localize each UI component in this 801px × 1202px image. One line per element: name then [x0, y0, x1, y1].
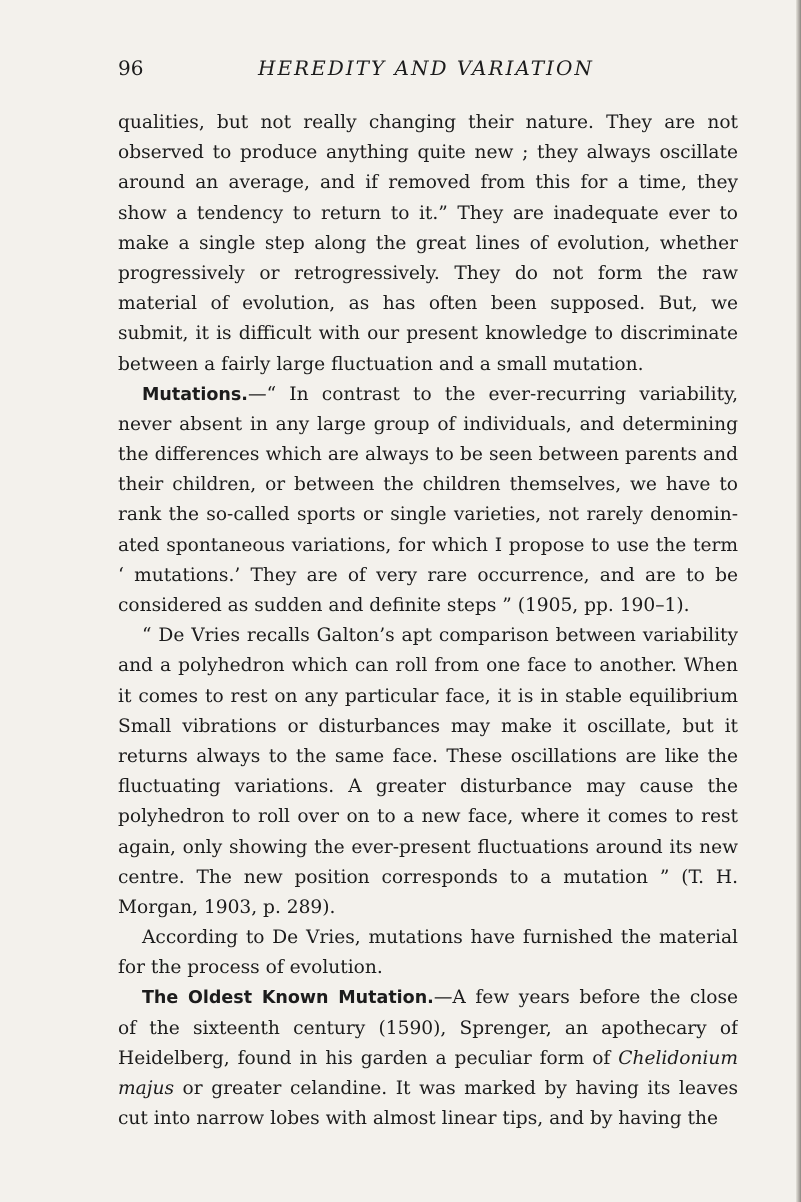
text-line: make a single step along the great lines of evolution, whether	[118, 232, 738, 254]
text-line: for the process of evolution.	[118, 957, 383, 979]
text-line: observed to produce anything quite new ; they always oscillate	[118, 142, 738, 164]
text-line: and a polyhedron which can roll from one face to another. When	[118, 655, 738, 677]
text-line: ated spontaneous variations, for which I propose to use the term	[118, 534, 738, 556]
text-line: submit, it is difficult with our present knowledge to discriminate	[118, 323, 738, 345]
paragraph	[118, 621, 738, 923]
text-line: around an average, and if removed from this for a time, they	[118, 172, 738, 194]
text-line: between a fairly large fluctuation and a small mutation.	[118, 353, 644, 375]
paragraph	[118, 983, 738, 1134]
text-span: Heidelberg, found in his garden a peculiar form of	[118, 1047, 619, 1069]
paragraph	[118, 923, 738, 983]
text-line: According to De Vries, mutations have furnished the material	[142, 927, 738, 949]
text-line	[118, 380, 738, 410]
text-span: —A few years before the close	[433, 987, 738, 1009]
text-line	[118, 983, 738, 1013]
page-number: 96	[118, 56, 144, 80]
text-span: or greater celandine. It was marked by having its leaves	[174, 1078, 738, 1099]
text-line: cut into narrow lobes with almost linear tips, and by having the	[118, 1108, 719, 1130]
text-line: considered as sudden and definite steps ” (1905, pp. 190–1).	[118, 595, 690, 616]
species-name: majus	[118, 1078, 174, 1099]
text-line: Small vibrations or disturbances may make it oscillate, but it	[118, 715, 738, 737]
text-line	[118, 1044, 738, 1074]
text-line: “ De Vries recalls Galton’s apt comparison between variability	[142, 625, 738, 647]
text-line: centre. The new position corresponds to a mutation ” (T. H.	[118, 866, 738, 888]
text-line: qualities, but not really changing their nature. They are not	[118, 112, 738, 133]
section-heading-oldest-known-mutation: The Oldest Known Mutation.	[142, 988, 434, 1009]
section-heading-mutations: Mutations.	[142, 384, 248, 405]
text-line: rank the so-called sports or single varieties, not rarely denomin-	[118, 504, 738, 526]
text-line: it comes to rest on any particular face, it is in stable equilibrium	[118, 685, 738, 707]
text-line: polyhedron to roll over on to a new face, where it comes to rest	[118, 806, 738, 828]
text-line: the differences which are always to be seen between parents and	[118, 444, 738, 466]
running-head	[118, 56, 738, 92]
text-line: ‘ mutations.’ They are of very rare occurrence, and are to be	[118, 564, 738, 586]
paragraph	[118, 380, 738, 622]
text-line: their children, or between the children themselves, we have to	[118, 474, 738, 496]
species-name: Chelidonium	[618, 1047, 738, 1069]
text-line: progressively or retrogressively. They do not form the raw	[118, 262, 738, 284]
text-span: —“ In contrast to the ever-recurring variability,	[247, 383, 738, 405]
paragraph	[118, 108, 738, 380]
text-line: returns always to the same face. These oscillations are like the	[118, 745, 738, 767]
text-line	[118, 1074, 738, 1104]
text-line: of the sixteenth century (1590), Sprenger, an apothecary of	[118, 1017, 738, 1039]
text-line: material of evolution, as has often been supposed. But, we	[118, 293, 738, 315]
text-line: fluctuating variations. A greater disturbance may cause the	[118, 776, 738, 798]
book-page	[118, 56, 738, 1134]
text-line: Morgan, 1903, p. 289).	[118, 896, 336, 918]
text-line: again, only showing the ever-present fluctuations around its new	[118, 836, 738, 858]
page-edge-shadow	[796, 0, 801, 1202]
running-head-title: HEREDITY AND VARIATION	[258, 56, 594, 80]
text-line: show a tendency to return to it.” They are inadequate ever to	[118, 202, 738, 224]
body-text	[118, 108, 738, 1134]
text-line: never absent in any large group of individuals, and determining	[118, 413, 738, 435]
